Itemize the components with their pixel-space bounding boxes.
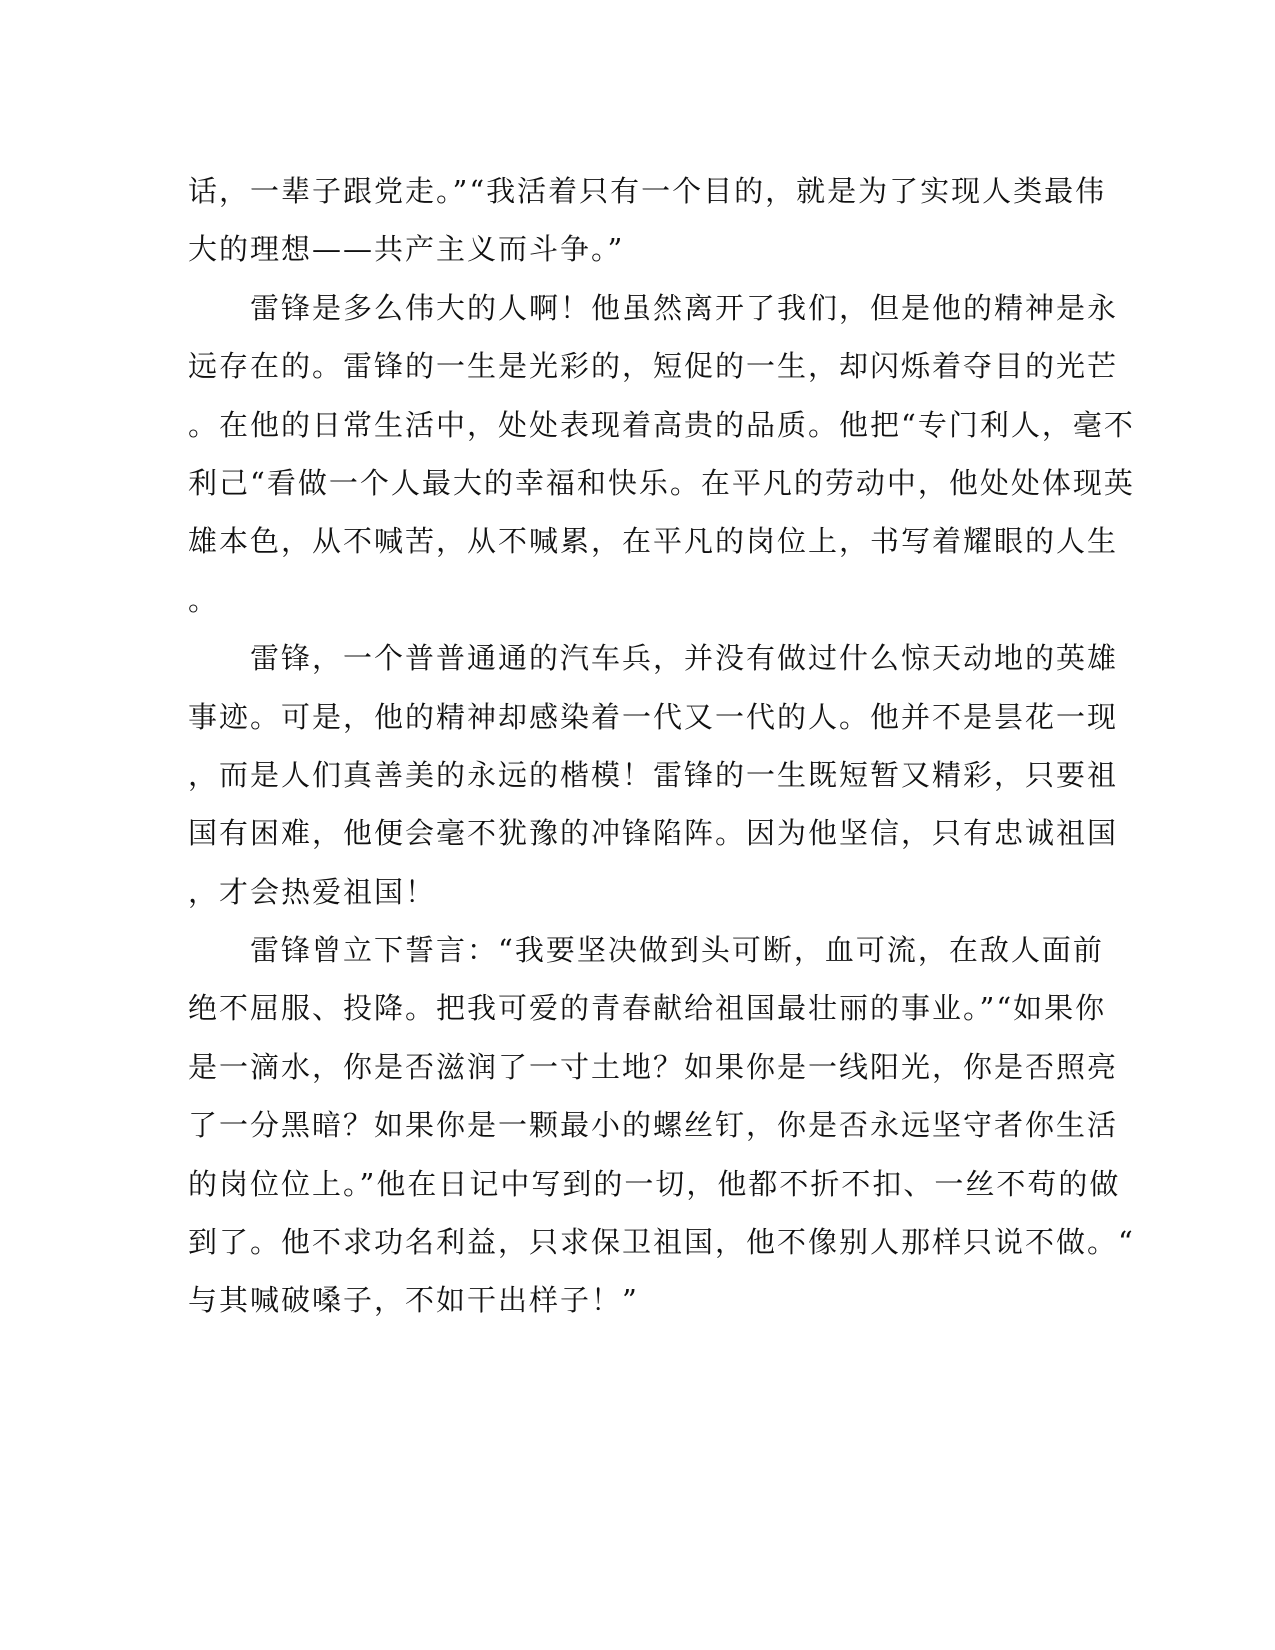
text-line: 与其喊破嗓子，不如干出样子！”	[188, 1283, 639, 1318]
text-line: 远存在的。雷锋的一生是光彩的，短促的一生，却闪烁着夺目的光芒	[188, 349, 1119, 384]
text-line: 国有困难，他便会毫不犹豫的冲锋陷阵。因为他坚信，只有忠诚祖国	[188, 816, 1119, 851]
text-line: 雷锋曾立下誓言：“我要坚决做到头可断，血可流，在敌人面前	[188, 933, 1104, 968]
body-text	[188, 162, 1135, 1330]
text-line: 绝不屈服、投降。把我可爱的青春献给祖国最壮丽的事业。”“如果你	[188, 991, 1107, 1026]
text-line: 了一分黑暗？如果你是一颗最小的螺丝钉，你是否永远坚守者你生活	[188, 1108, 1119, 1143]
text-line: ，才会热爱祖国！	[188, 874, 437, 909]
text-line: 到了。他不求功名利益，只求保卫祖国，他不像别人那样只说不做。“	[188, 1225, 1135, 1260]
text-line: 。	[188, 582, 220, 617]
text-line: 利己“看做一个人最大的幸福和快乐。在平凡的劳动中，他处处体现英	[188, 465, 1135, 500]
text-line: 雷锋是多么伟大的人啊！他虽然离开了我们，但是他的精神是永	[188, 290, 1119, 325]
text-line: 的岗位位上。”他在日记中写到的一切，他都不折不扣、一丝不苟的做	[188, 1166, 1121, 1201]
text-line: 大的理想——共产主义而斗争。”	[188, 232, 625, 267]
text-line: 雷锋，一个普普通通的汽车兵，并没有做过什么惊天动地的英雄	[188, 641, 1119, 676]
text-line: 。在他的日常生活中，处处表现着高贵的品质。他把“专门利人，毫不	[188, 407, 1135, 442]
text-line: 话，一辈子跟党走。”“我活着只有一个目的，就是为了实现人类最伟	[188, 174, 1107, 208]
text-line: 雄本色，从不喊苦，从不喊累，在平凡的岗位上，书写着耀眼的人生	[188, 524, 1119, 559]
text-line: 事迹。可是，他的精神却感染着一代又一代的人。他并不是昙花一现	[188, 699, 1119, 734]
text-line: 是一滴水，你是否滋润了一寸土地？如果你是一线阳光，你是否照亮	[188, 1049, 1119, 1084]
text-line: ，而是人们真善美的永远的楷模！雷锋的一生既短暂又精彩，只要祖	[188, 757, 1119, 792]
